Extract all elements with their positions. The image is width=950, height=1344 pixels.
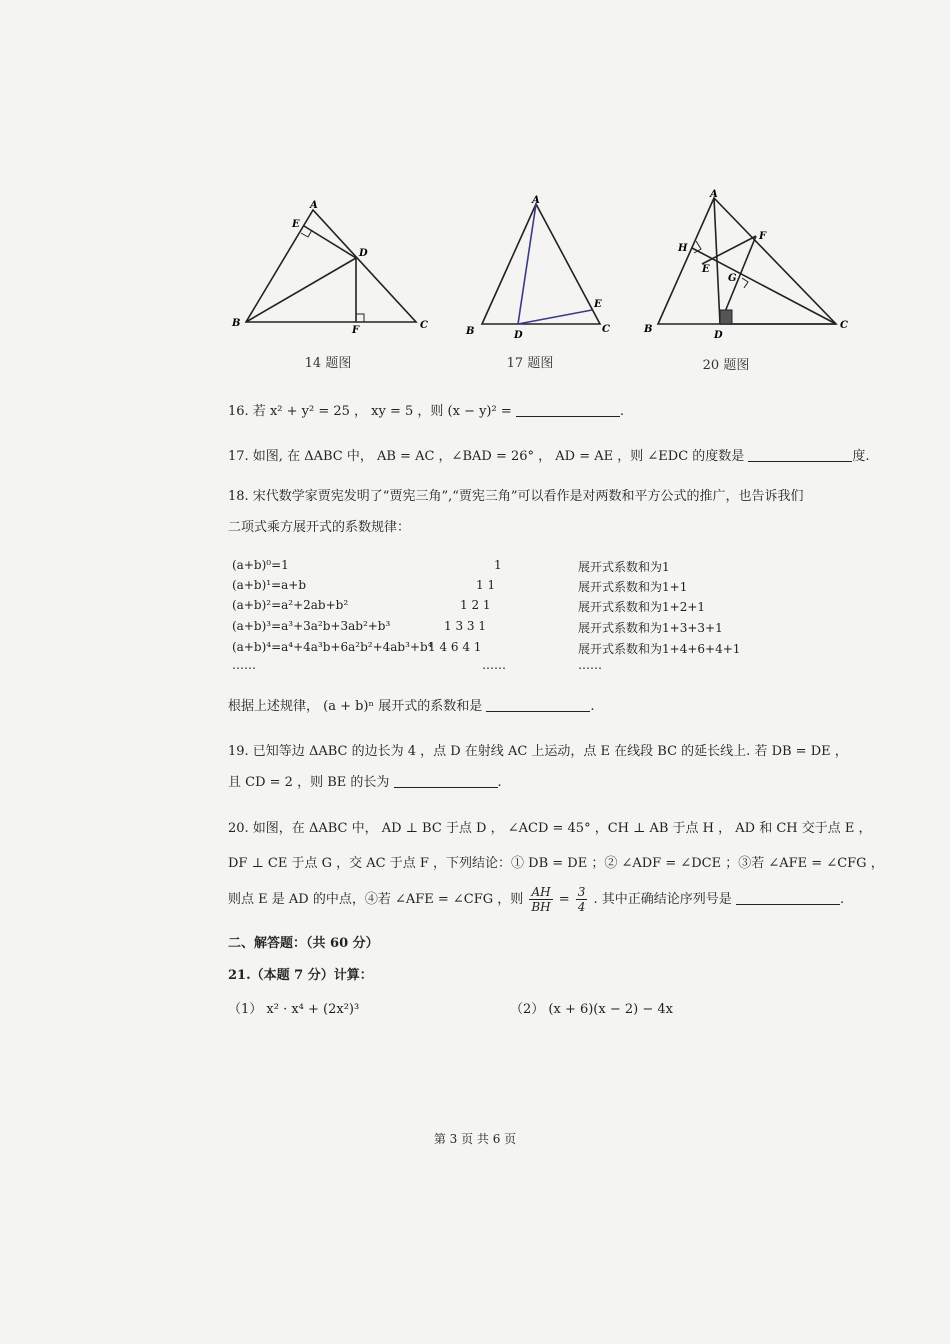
coef-row-0: 1: [494, 558, 502, 572]
coef-row-1: 1 1: [476, 578, 496, 592]
label-b: B: [466, 326, 475, 337]
label-h: H: [678, 243, 688, 254]
question-16: 16. 若 x² + y² = 25 ， xy = 5 ，则 (x − y)² = .: [228, 404, 625, 419]
answer-blank-16: [516, 402, 620, 417]
question-18-ask-text: 根据上述规律， (a + b)ⁿ 展开式的系数和是: [228, 699, 483, 714]
question-21-part1: （1） x² · x⁴ + (2x²)³: [228, 1002, 360, 1017]
sum-row-0: 展开式系数和为1: [578, 560, 670, 574]
figure-17: [462, 192, 622, 342]
expr-row-1: (a+b)¹=a+b: [232, 578, 307, 592]
question-21-part2: （2） (x + 6)(x − 2) − 4x: [510, 1002, 673, 1017]
question-19-line2: 且 CD = 2 ，则 BE 的长为 .: [228, 775, 502, 790]
label-a: A: [532, 195, 540, 206]
expr-row-5: ……: [232, 658, 256, 672]
question-18-ask: 根据上述规律， (a + b)ⁿ 展开式的系数和是 .: [228, 699, 595, 714]
answer-blank-19: [394, 773, 498, 788]
coef-row-4: 1 4 6 4 1: [428, 640, 482, 654]
label-e: E: [292, 219, 300, 230]
expr-row-2: (a+b)²=a²+2ab+b²: [232, 598, 349, 612]
answer-blank-20: [736, 890, 840, 905]
figure-14: [228, 196, 428, 336]
page-footer: 第 3 页 共 6 页: [433, 1132, 517, 1146]
label-a: A: [310, 200, 318, 211]
coef-row-3: 1 3 3 1: [444, 619, 486, 633]
answer-blank-18: [486, 697, 590, 712]
figure-14-caption: 14 题图: [304, 356, 352, 371]
label-f: F: [759, 231, 767, 242]
label-a: A: [710, 189, 718, 200]
question-17-text: 17. 如图, 在 ΔABC 中， AB = AC ，∠BAD = 26° ， AD = AE ，则 ∠EDC 的度数是: [228, 449, 745, 464]
question-19-line1: 19. 已知等边 ΔABC 的边长为 4 ，点 D 在射线 AC 上运动，点 E 在线段 BC 的延长线上. 若 DB = DE ，: [228, 744, 848, 759]
sum-row-3: 展开式系数和为1+3+3+1: [578, 621, 723, 635]
sum-row-1: 展开式系数和为1+1: [578, 580, 688, 594]
question-18-line1: 18. 宋代数学家贾宪发明了“贾宪三角”,“贾宪三角”可以看作是对两数和平方公式的推广，也告诉我们: [228, 489, 804, 504]
fraction-3-4: $\frac{3}{4}$: [577, 885, 586, 914]
label-c: C: [420, 320, 428, 331]
label-c: C: [602, 324, 610, 335]
figure-17-caption: 17 题图: [506, 356, 554, 371]
question-17: 17. 如图, 在 ΔABC 中， AB = AC ，∠BAD = 26° ， AD = AE ，则 ∠EDC 的度数是 度.: [228, 449, 870, 464]
fraction-ah-bh: $\frac{AH}{BH}$: [531, 885, 551, 914]
figure-20-caption: 20 题图: [702, 358, 750, 373]
label-f: F: [352, 325, 360, 336]
label-d: D: [514, 330, 523, 341]
label-c: C: [840, 320, 848, 331]
question-21-title: 21.（本题 7 分）计算：: [228, 968, 373, 983]
question-16-text: 16. 若 x² + y² = 25 ， xy = 5 ，则 (x − y)² =: [228, 404, 512, 419]
question-18-line2: 二项式乘方展开式的系数规律：: [228, 520, 411, 535]
label-d: D: [714, 330, 723, 341]
expr-row-0: (a+b)⁰=1: [232, 558, 289, 572]
sum-row-2: 展开式系数和为1+2+1: [578, 600, 706, 614]
label-e: E: [594, 299, 602, 310]
label-e: E: [702, 264, 710, 275]
label-b: B: [644, 324, 653, 335]
question-20-line3: 则点 E 是 AD 的中点，④若 ∠AFE = ∠CFG ，则 $\frac{AH}{BH}$ = $\frac{3}{4}$ . 其中正确结论序列号是 .: [228, 885, 845, 914]
figure-20: [640, 186, 860, 346]
coef-row-2: 1 2 1: [460, 598, 491, 612]
label-b: B: [232, 318, 241, 329]
label-d: D: [359, 248, 368, 259]
expr-row-4: (a+b)⁴=a⁴+4a³b+6a²b²+4ab³+b⁴: [232, 640, 433, 654]
expr-row-3: (a+b)³=a³+3a²b+3ab²+b³: [232, 619, 391, 633]
question-20-line2: DF ⊥ CE 于点 G ，交 AC 于点 F ，下列结论：① DB = DE ；② ∠ADF = ∠DCE ；③若 ∠AFE = ∠CFG ，: [228, 856, 884, 871]
coef-row-5: ……: [482, 658, 506, 672]
section-2-title: 二、解答题：（共 60 分）: [228, 936, 379, 951]
question-20-line1: 20. 如图，在 ΔABC 中， AD ⊥ BC 于点 D ， ∠ACD = 45° ，CH ⊥ AB 于点 H ， AD 和 CH 交于点 E ，: [228, 821, 872, 836]
label-g: G: [728, 273, 737, 284]
sum-row-5: ……: [578, 658, 602, 672]
answer-blank-17: [748, 447, 852, 462]
sum-row-4: 展开式系数和为1+4+6+4+1: [578, 642, 741, 656]
